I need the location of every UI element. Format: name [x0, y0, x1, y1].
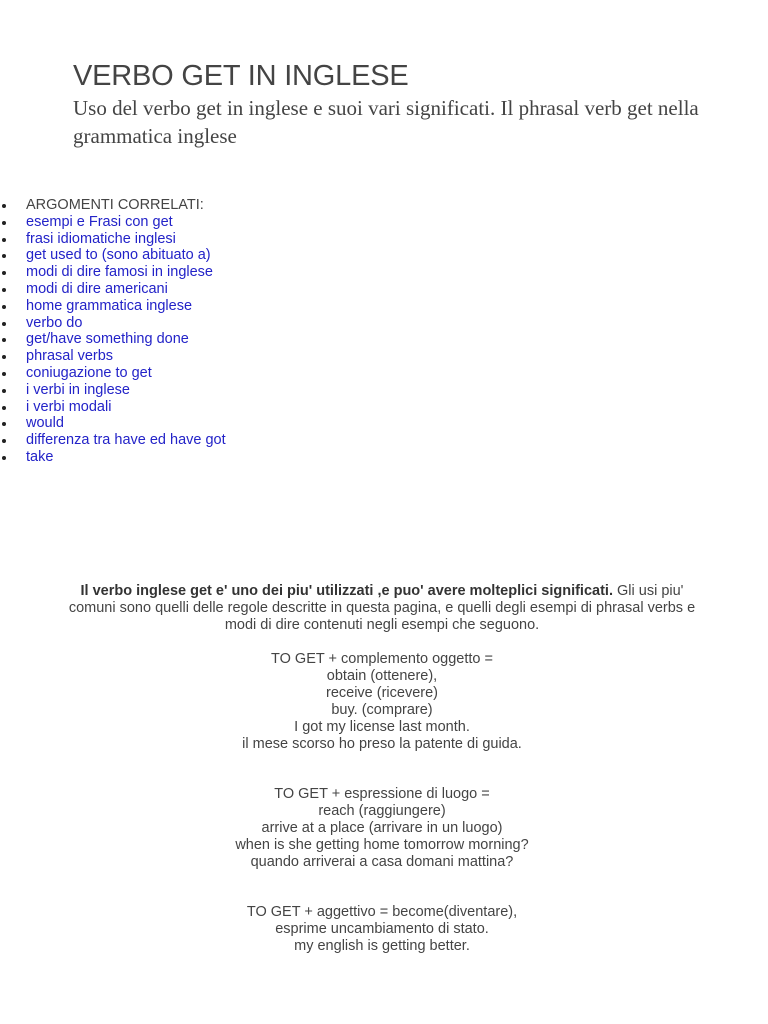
usage-line: arrive at a place (arrivare in un luogo)	[261, 820, 503, 836]
related-link[interactable]: differenza tra have ed have got	[26, 432, 226, 449]
usage-line: when is she getting home tomorrow morning?	[235, 837, 529, 853]
usage-line: my english is getting better.	[294, 938, 470, 954]
bullet-icon	[2, 305, 6, 309]
related-link[interactable]: coniugazione to get	[26, 364, 152, 381]
related-link[interactable]: take	[26, 448, 54, 465]
list-item	[0, 231, 226, 248]
bullet-icon	[2, 288, 6, 292]
related-link[interactable]: get/have something done	[26, 331, 189, 348]
related-link[interactable]: modi di dire americani	[26, 280, 168, 297]
related-link[interactable]: esempi e Frasi con get	[26, 213, 173, 230]
bullet-icon	[2, 355, 6, 359]
list-item	[0, 432, 226, 449]
usage-line: obtain (ottenere),	[326, 668, 438, 684]
list-item	[0, 449, 226, 466]
usage-line: TO GET + complemento oggetto =	[271, 651, 493, 667]
list-item	[0, 264, 226, 281]
bullet-icon	[2, 322, 6, 326]
intro-bold-text: Il verbo inglese get e' uno dei piu' utilizzati ,e puo' avere molteplici significati.	[80, 583, 613, 599]
bullet-icon	[2, 254, 6, 258]
usage-block-adjective	[60, 904, 704, 955]
intro-paragraph	[60, 583, 704, 634]
bullet-icon	[2, 238, 6, 242]
related-link[interactable]: i verbi in inglese	[26, 381, 130, 398]
usage-line: TO GET + aggettivo = become(diventare),	[246, 904, 518, 920]
bullet-icon	[2, 389, 6, 393]
usage-line: TO GET + espressione di luogo =	[274, 786, 490, 802]
list-item	[0, 348, 226, 365]
page-subtitle: Uso del verbo get in inglese e suoi vari significati. Il phrasal verb get nella grammatica inglese	[73, 96, 699, 148]
bullet-icon	[2, 422, 6, 426]
list-item	[0, 281, 226, 298]
related-link[interactable]: i verbi modali	[26, 398, 112, 415]
usage-block-object	[60, 651, 704, 753]
usage-line: buy. (comprare)	[331, 702, 433, 718]
bullet-icon	[2, 372, 6, 376]
usage-block-place	[60, 786, 704, 871]
usage-line: receive (ricevere)	[326, 685, 438, 701]
bullet-icon	[2, 271, 6, 275]
related-topics-heading: ARGOMENTI CORRELATI:	[26, 197, 204, 213]
related-link[interactable]: would	[26, 415, 64, 432]
list-item	[0, 197, 226, 214]
related-topics-list	[0, 197, 226, 466]
page-title: VERBO GET IN INGLESE	[73, 60, 409, 92]
usage-line: I got my license last month.	[294, 719, 470, 735]
related-link[interactable]: phrasal verbs	[26, 348, 114, 365]
bullet-icon	[2, 439, 6, 443]
bullet-icon	[2, 338, 6, 342]
article-body	[60, 583, 704, 955]
related-link[interactable]: get used to (sono abituato a)	[26, 247, 211, 264]
related-link[interactable]: modi di dire famosi in inglese	[26, 264, 213, 281]
list-item	[0, 247, 226, 264]
usage-line: reach (raggiungere)	[318, 803, 446, 819]
list-item	[0, 382, 226, 399]
bullet-icon	[2, 221, 6, 225]
list-item	[0, 365, 226, 382]
bullet-icon	[2, 204, 6, 208]
related-link[interactable]: verbo do	[26, 314, 83, 331]
usage-line: il mese scorso ho preso la patente di guida.	[242, 736, 522, 752]
list-item	[0, 399, 226, 416]
related-link[interactable]: home grammatica inglese	[26, 297, 193, 314]
related-link[interactable]: frasi idiomatiche inglesi	[26, 230, 176, 247]
list-item	[0, 331, 226, 348]
bullet-icon	[2, 456, 6, 460]
list-item	[0, 214, 226, 231]
list-item	[0, 298, 226, 315]
list-item	[0, 315, 226, 332]
list-item	[0, 415, 226, 432]
usage-line: esprime uncambiamento di stato.	[275, 921, 489, 937]
bullet-icon	[2, 406, 6, 410]
intro-text: Gli usi piu' comuni sono quelli delle regole descritte in questa pagina, e quelli degli esempi di phrasal verbs e modi di dire contenuti negli esempi che seguono.	[68, 583, 696, 633]
usage-line: quando arriverai a casa domani mattina?	[250, 854, 514, 870]
